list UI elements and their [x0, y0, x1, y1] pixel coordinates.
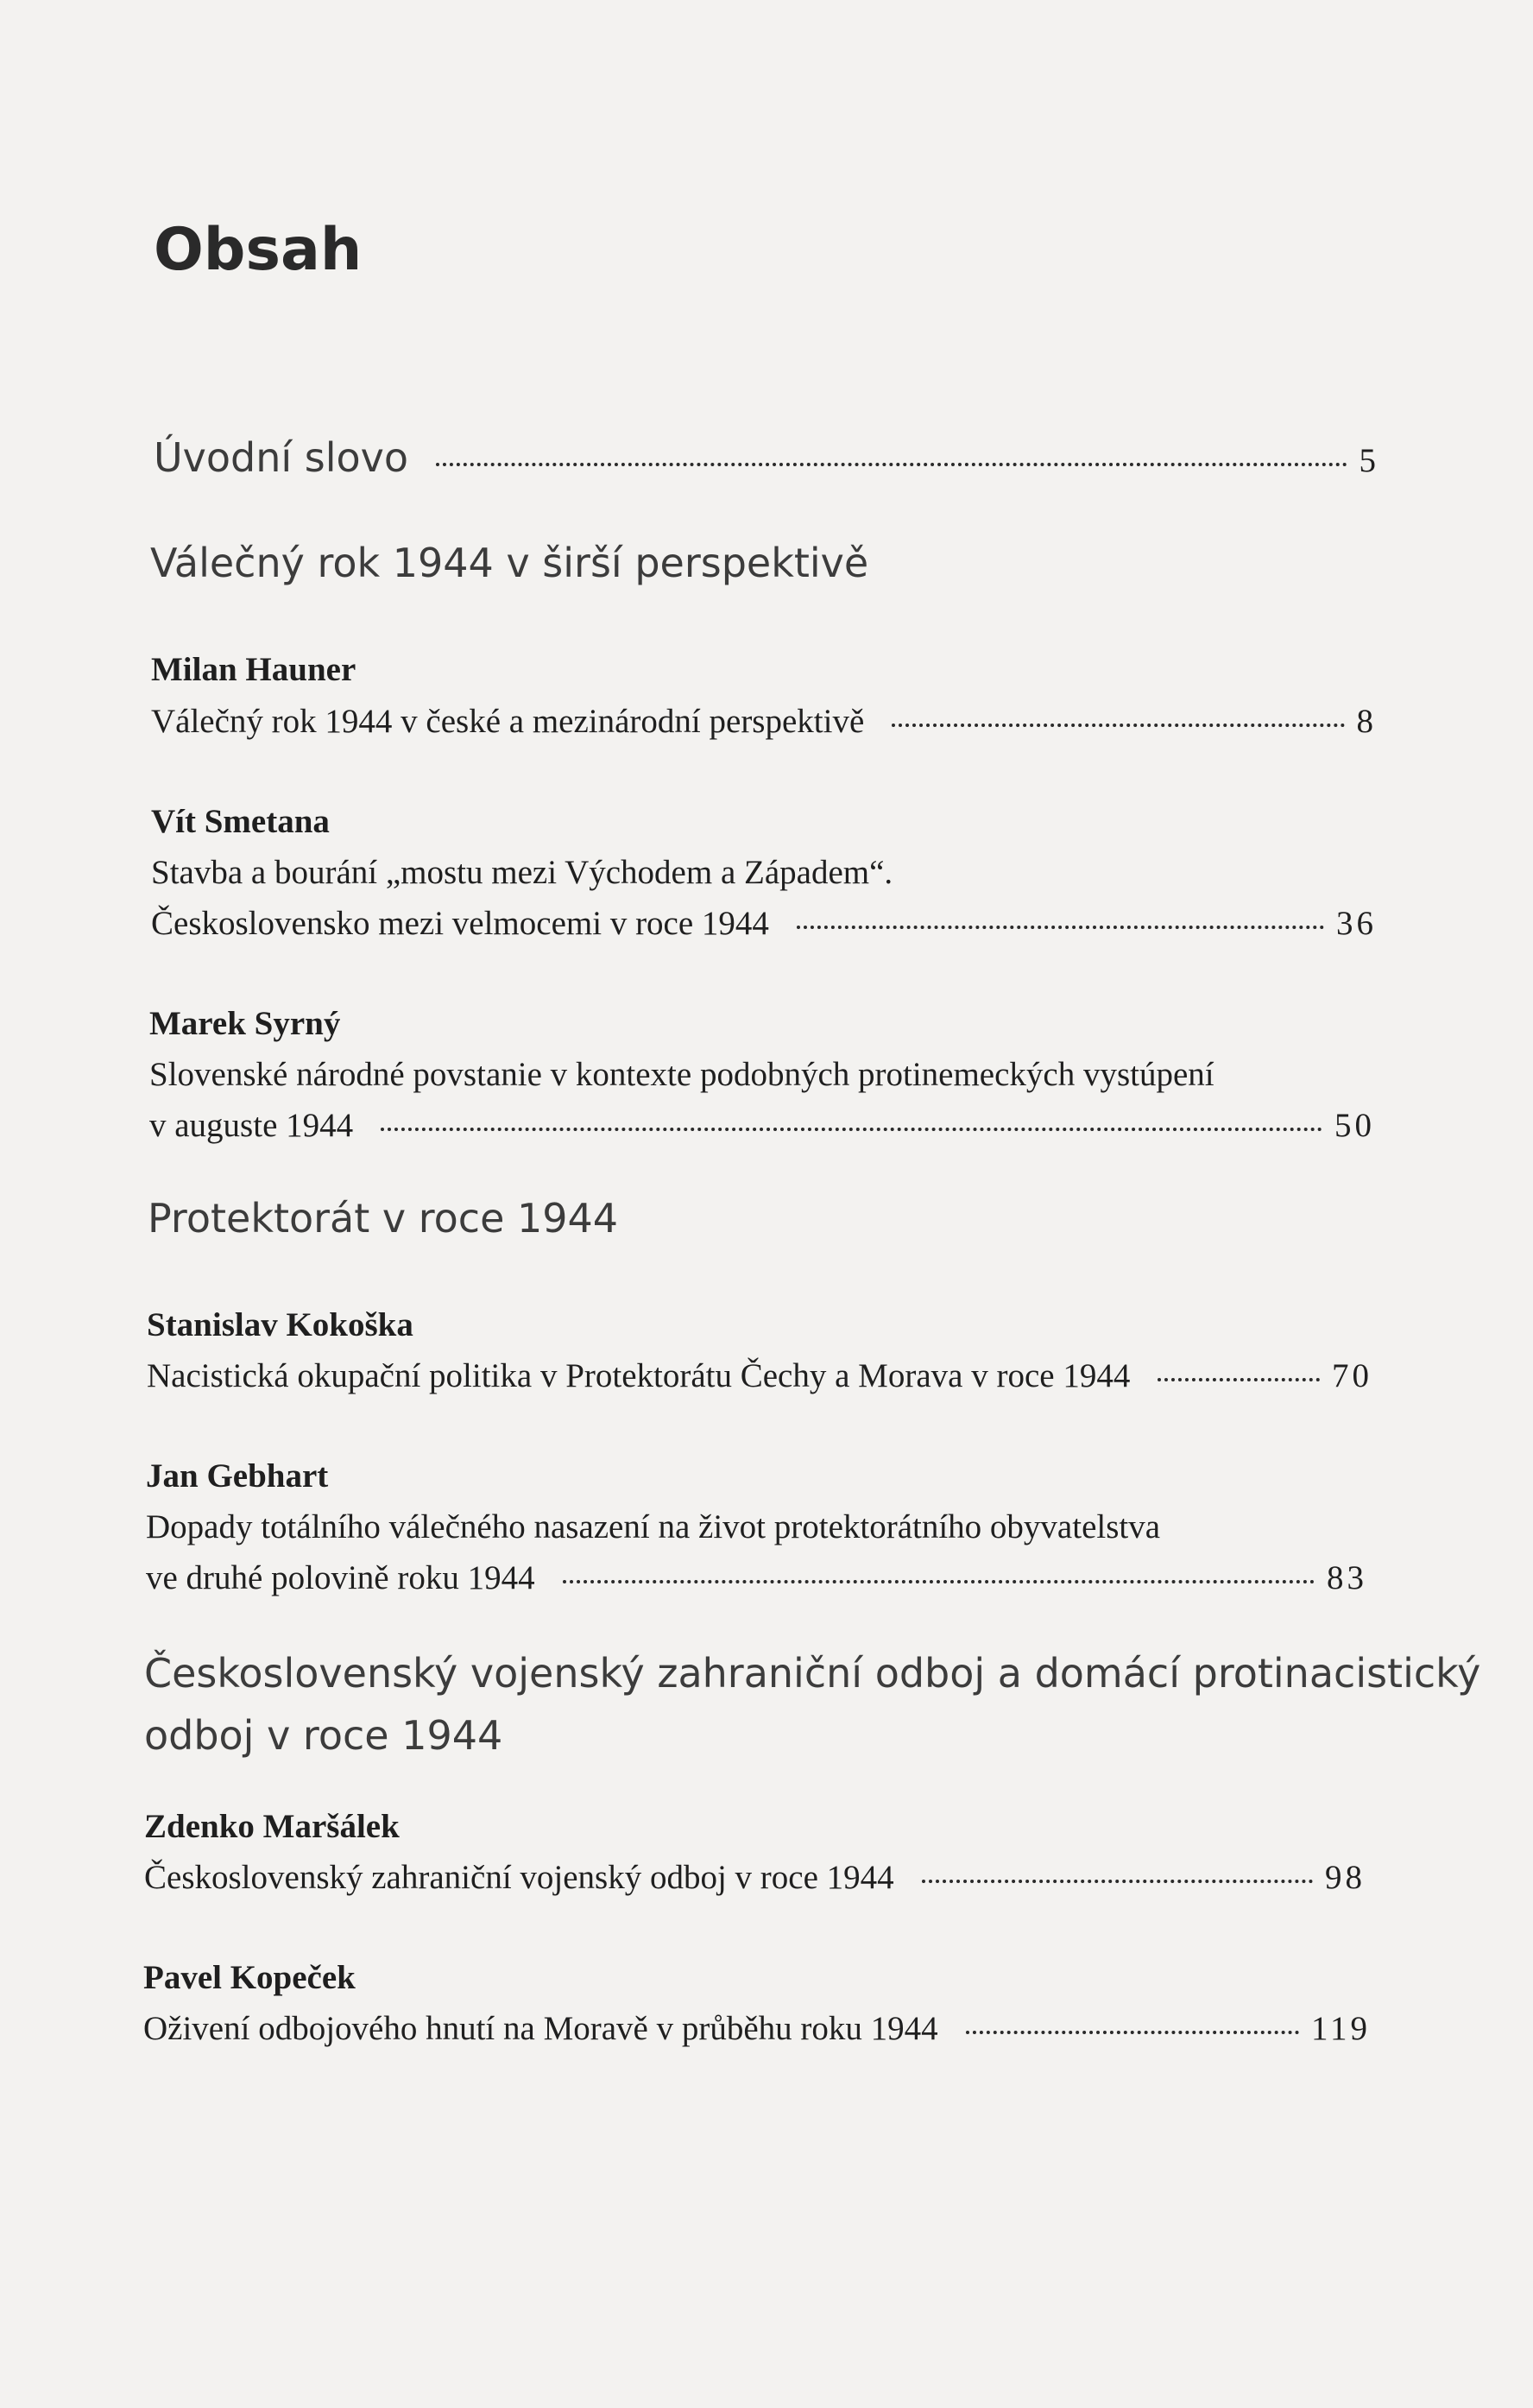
page-number: 70	[1332, 1357, 1372, 1394]
section-title-line: odboj v roce 1944	[144, 1712, 503, 1759]
entry-title: Nacistická okupační politika v Protektorátu Čechy a Morava v roce 1944	[147, 1357, 1131, 1394]
page-number: 119	[1310, 2010, 1371, 2047]
dot-leader	[1158, 1378, 1320, 1381]
page-number: 5	[1359, 442, 1379, 479]
toc-entry[interactable]	[151, 702, 1377, 741]
entry-title: Válečný rok 1944 v české a mezinárodní perspektivě	[151, 703, 865, 740]
toc-entry[interactable]	[149, 1106, 1375, 1145]
toc-entry[interactable]	[147, 1356, 1372, 1395]
author-name: Zdenko Maršálek	[144, 1808, 400, 1845]
section-title	[144, 1642, 1480, 1766]
entry-title: Oživení odbojového hnutí na Moravě v průběhu roku 1944	[143, 2010, 938, 2047]
author-name: Pavel Kopeček	[143, 1959, 356, 1996]
author-name: Vít Smetana	[151, 803, 330, 840]
page-title: Obsah	[154, 216, 363, 284]
entry-title: Československo mezi velmocemi v roce 1944	[151, 905, 769, 942]
toc-entry[interactable]	[151, 904, 1377, 943]
dot-leader	[966, 2031, 1299, 2034]
page-number: 83	[1327, 1559, 1367, 1596]
page-number: 36	[1336, 905, 1377, 942]
entry-title-line: Dopady totálního válečného nasazení na život protektorátního obyvatelstva	[146, 1508, 1161, 1545]
dot-leader	[436, 463, 1347, 466]
dot-leader	[892, 724, 1344, 727]
toc-entry-intro[interactable]	[154, 434, 1379, 481]
entry-title: Československý zahraniční vojenský odboj v roce 1944	[144, 1859, 894, 1896]
section-title-line: Československý vojenský zahraniční odboj a domácí protinacistický	[144, 1650, 1481, 1697]
toc-entry[interactable]	[143, 2009, 1371, 2048]
toc-entry[interactable]	[146, 1558, 1367, 1597]
dot-leader	[381, 1128, 1322, 1131]
author-name: Milan Hauner	[151, 651, 356, 688]
section-title: Protektorát v roce 1944	[148, 1195, 619, 1242]
toc-entry[interactable]	[144, 1858, 1366, 1897]
section-title: Úvodní slovo	[154, 434, 409, 481]
entry-title: v auguste 1944	[149, 1107, 354, 1144]
page-number: 50	[1334, 1107, 1375, 1144]
page-number: 8	[1356, 703, 1377, 740]
page-number: 98	[1325, 1859, 1366, 1896]
dot-leader	[922, 1880, 1313, 1883]
author-name: Stanislav Kokoška	[147, 1306, 413, 1343]
entry-title-line: Stavba a bourání „mostu mezi Východem a Západem“.	[151, 854, 893, 891]
entry-title-line: Slovenské národné povstanie v kontexte podobných protinemeckých vystúpení	[149, 1056, 1214, 1093]
section-title: Válečný rok 1944 v širší perspektivě	[150, 540, 869, 586]
entry-title: ve druhé polovině roku 1944	[146, 1559, 535, 1596]
dot-leader	[797, 926, 1324, 929]
author-name: Marek Syrný	[149, 1005, 341, 1042]
dot-leader	[563, 1580, 1315, 1583]
author-name: Jan Gebhart	[146, 1457, 329, 1495]
